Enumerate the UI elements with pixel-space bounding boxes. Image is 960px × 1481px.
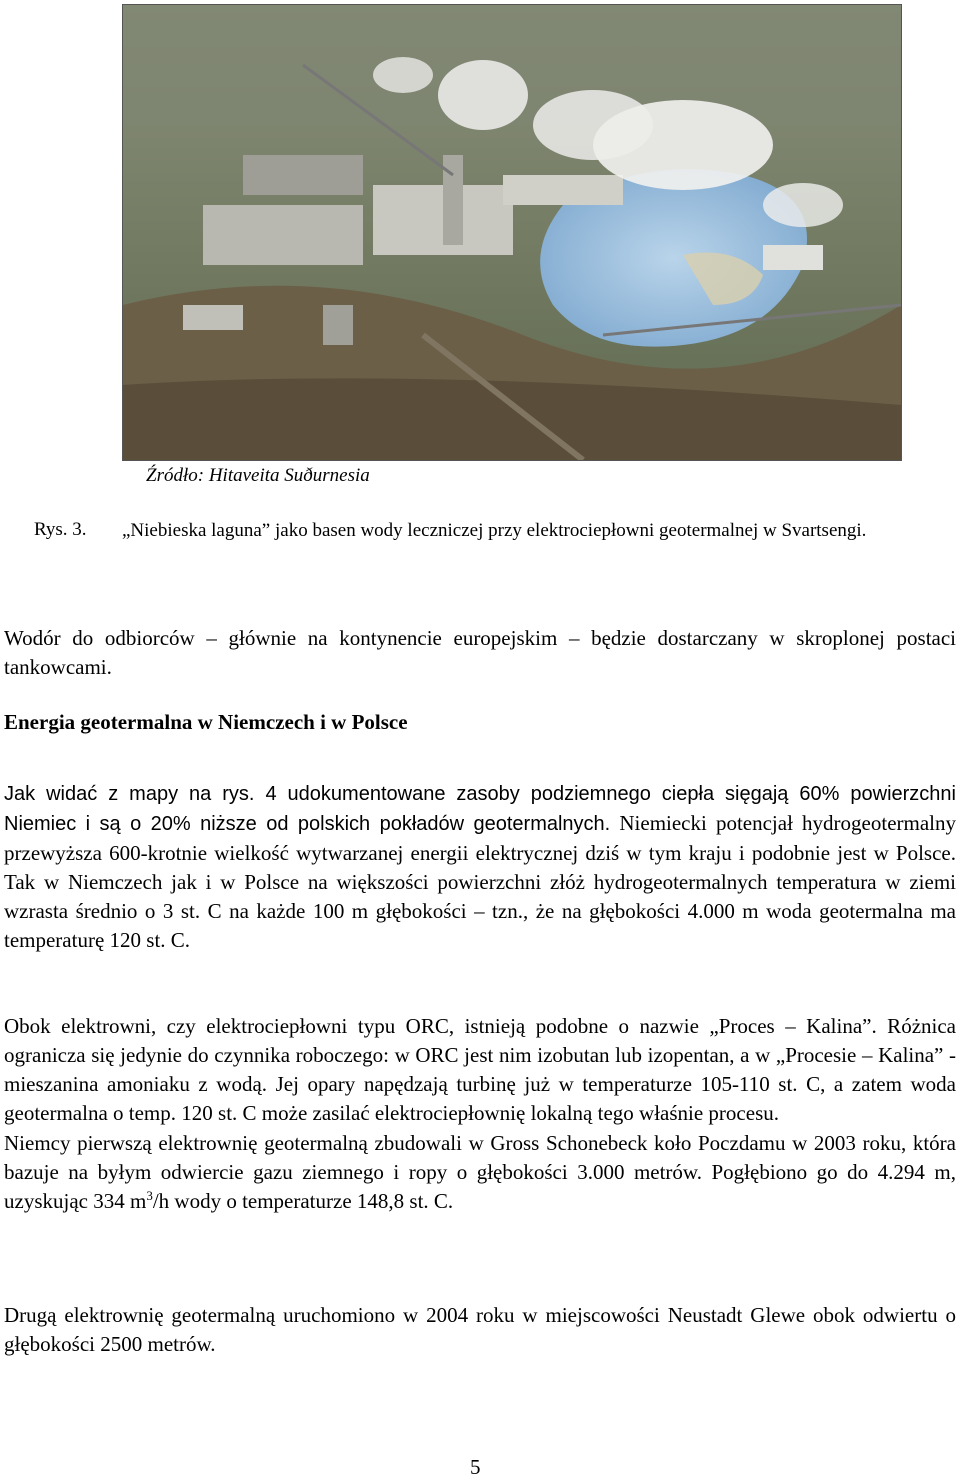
superscript-3: 3 xyxy=(146,1188,153,1203)
paragraph-gross-schonebeck-end: /h wody o temperaturze 148,8 st. C. xyxy=(152,1189,454,1213)
paragraph-neustadt-glewe: Drugą elektrownię geotermalną uruchomiono w 2004 roku w miejscowości Neustadt Glewe obok odwiertu o głębokości 2500 metrów. xyxy=(4,1303,956,1356)
paragraph-kalina: Obok elektrowni, czy elektrociepłowni typu ORC, istnieją podobne o nazwie „Proces – Kalina”. Różnica ogranicza się jedynie do czynnika roboczego: w ORC jest nim izobutan lub izopentan, a w „Procesie – Kalina” - mieszanina amoniaku z wodą. Jej opary napędzają turbinę już w temperaturze 105-110 st. C, a zatem woda geotermalna o temp. 120 st. C może zasilać elektrociepłownię lokalną tego właśnie procesu. xyxy=(4,1014,956,1125)
paragraph-geothermal-germany xyxy=(4,779,956,955)
paragraph-gross-schonebeck xyxy=(4,1129,956,1216)
geothermal-plant-aerial-photo xyxy=(122,4,902,461)
paragraph-geothermal-intro: Jak widać z mapy na rys. 4 udokumentowane zasoby podziemnego ciepła sięgają 60% powierzchni Niemiec i są o 20% niższe od polskich pokładów geotermalnych. xyxy=(4,783,956,835)
paragraph-geothermal-body: Niemiecki potencjał hydrogeotermalny przewyższa 600-krotnie wielkość wytwarzanej energii elektrycznej dziś w tym kraju i podobnie jest w Polsce. Tak w Niemczech jak i w Polsce na większości powierzchni złóż hydrogeotermalnych temperatura w ziemi wzrasta średnio o 3 st. C na każde 100 m głębokości – tzn., że na głębokości 4.000 m woda geotermalna ma temperaturę 120 st. C. xyxy=(4,811,956,952)
figure-caption: „Niebieska laguna” jako basen wody leczniczej przy elektrociepłowni geotermalnej w Svartsengi. xyxy=(122,520,867,541)
figure-source: Źródło: Hitaveita Suðurnesia xyxy=(146,465,370,486)
photo-illustration xyxy=(123,5,901,460)
section-heading: Energia geotermalna w Niemczech i w Polsce xyxy=(4,710,408,734)
paragraph-gross-schonebeck-text: Niemcy pierwszą elektrownię geotermalną zbudowali w Gross Schonebeck koło Poczdamu w 2003 roku, która bazuje na byłym odwiercie gazu ziemnego i ropy o głębokości 3.000 metrów. Pogłębiono go do 4.294 m, uzyskując 334 m xyxy=(4,1131,956,1213)
page-number: 5 xyxy=(470,1455,481,1479)
figure-label: Rys. 3. xyxy=(34,519,87,540)
paragraph-hydrogen: Wodór do odbiorców – głównie na kontynencie europejskim – będzie dostarczany w skroplonej postaci tankowcami. xyxy=(4,626,956,679)
